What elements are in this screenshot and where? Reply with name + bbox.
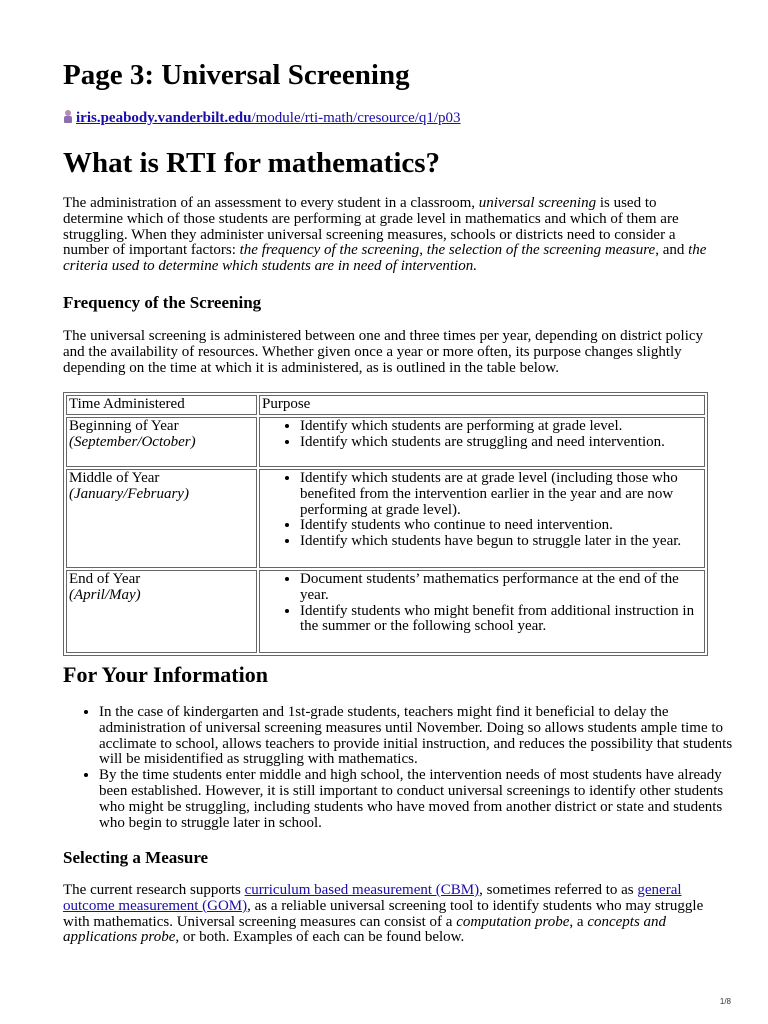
cbm-link[interactable]: curriculum based measurement (CBM) — [244, 882, 480, 898]
list-item: • Identify which students have begun to struggle later in the year. — [300, 534, 702, 550]
source-link[interactable] — [76, 110, 461, 126]
list-item: • Identify students who might benefit from additional instruction in the summer or the following school year. — [300, 604, 702, 636]
table-header-row — [66, 395, 705, 415]
table-header-cell: Purpose — [259, 395, 705, 415]
list-item: • Identify which students are struggling and need intervention. — [300, 435, 702, 451]
time-cell — [66, 469, 257, 568]
table-row — [66, 417, 705, 467]
source-domain: iris.peabody.vanderbilt.edu — [76, 110, 252, 126]
page-number: 1/8 — [719, 997, 731, 1006]
purpose-list — [262, 572, 702, 635]
measure-emphasis: concepts and applications probe — [63, 913, 667, 946]
intro-text: , and — [655, 242, 689, 259]
months-text: (September/October) — [69, 433, 196, 450]
intro-emphasis: the criteria used to determine which students are in need of intervention. — [63, 242, 707, 275]
purpose-cell — [259, 417, 705, 467]
table-row — [66, 570, 705, 653]
measure-paragraph — [63, 883, 708, 946]
purpose-list — [262, 419, 702, 451]
measure-text: , or both. Examples of each can be found below. — [175, 929, 465, 946]
intro-emphasis: universal screening — [478, 195, 597, 211]
intro-paragraph — [63, 196, 708, 275]
list-item: • Identify students who continue to need intervention. — [300, 518, 702, 534]
measure-text: The current research supports — [63, 882, 245, 898]
months-text: (April/May) — [69, 586, 141, 603]
intro-emphasis: the frequency of the screening — [239, 242, 420, 259]
time-cell — [66, 570, 257, 653]
measure-text: , sometimes referred to as — [479, 882, 638, 898]
purpose-list — [262, 471, 702, 550]
measure-heading: Selecting a Measure — [63, 848, 209, 867]
site-favicon-icon — [63, 110, 73, 124]
source-path: /module/rti-math/cresource/q1/p03 — [251, 110, 461, 126]
list-item: • Identify which students are performing at grade level. — [300, 419, 702, 435]
intro-text: The administration of an assessment to every student in a classroom, — [63, 195, 479, 211]
list-item: • Document students’ mathematics performance at the end of the year. — [300, 572, 702, 604]
intro-text: is used to determine which of those students are performing at grade level in mathematics and which of them are struggling. When they administer universal screening measures, schools or districts need to consider a number of important factors: — [63, 195, 679, 259]
time-label: End of Year — [69, 571, 141, 587]
intro-emphasis: the selection of the screening measure — [426, 242, 656, 259]
purpose-cell — [259, 469, 705, 568]
purpose-cell — [259, 570, 705, 653]
frequency-paragraph: The universal screening is administered between one and three times per year, depending on district policy and the availability of resources. Whether given once a year or more often, its purpose changes slightly depending on the time at which it is administered, as is outlined in the table below. — [63, 328, 704, 376]
months-label — [69, 588, 254, 604]
list-item: • Identify which students are at grade level (including those who benefited from the intervention earlier in the year and are now performing at grade level). — [300, 471, 702, 518]
months-text: (January/February) — [69, 485, 189, 502]
section-heading: What is RTI for mathematics? — [63, 147, 441, 179]
measure-emphasis: computation probe — [456, 913, 570, 930]
time-label: Middle of Year — [69, 470, 160, 486]
months-label — [69, 487, 254, 503]
time-cell — [66, 417, 257, 467]
measure-text: , as a reliable universal screening tool to identify students who may struggle with mathematics. Universal screening measures can consist of a — [63, 897, 704, 930]
table-header-cell: Time Administered — [66, 395, 257, 415]
gom-link[interactable]: general outcome measurement (GOM) — [63, 882, 682, 914]
months-label — [69, 435, 254, 451]
time-label: Beginning of Year — [69, 418, 179, 434]
measure-text: , a — [569, 913, 588, 930]
info-heading: For Your Information — [63, 662, 268, 687]
list-item: • In the case of kindergarten and 1st-grade students, teachers might find it beneficial to delay the administration of universal screening measures until November. Doing so allows students ample time to acclimate to school, allows teachers to provide initial instruction, and reduces the possibility that students will be misidentified as struggling with mathematics. — [99, 705, 744, 768]
table-row — [66, 469, 705, 568]
info-list — [63, 705, 744, 831]
screening-schedule-table — [63, 392, 708, 656]
list-item: • By the time students enter middle and high school, the intervention needs of most students have already been established. However, it is still important to conduct universal screenings to identify other students who might be struggling, including students who have moved from another district or state and students who begin to struggle later in school. — [99, 768, 744, 831]
frequency-heading: Frequency of the Screening — [63, 293, 262, 312]
page-title: Page 3: Universal Screening — [63, 59, 410, 91]
source-url[interactable] — [63, 109, 461, 127]
intro-text: , — [419, 242, 427, 259]
